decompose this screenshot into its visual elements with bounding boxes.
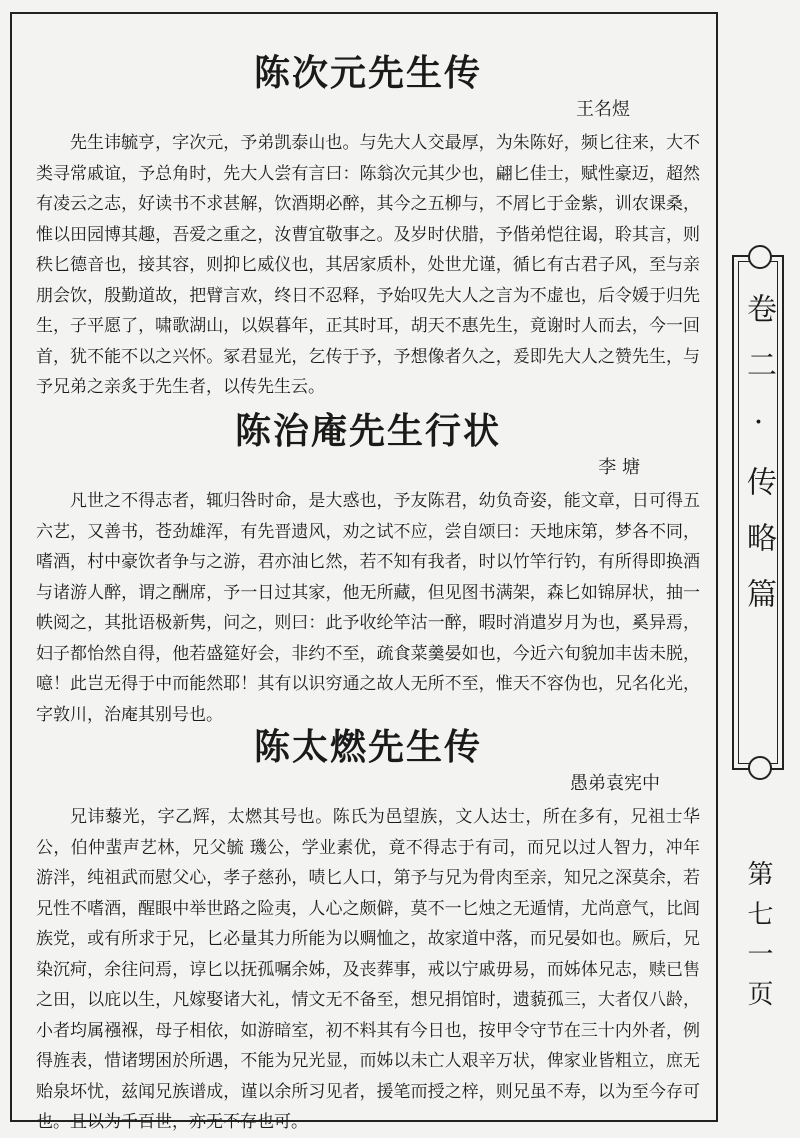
article-body: 兄讳藜光，字乙辉，太燃其号也。陈氏为邑望族，文人达士，所在多有，兄祖士华公，伯仲蜚声艺林，兄父毓 璣公，学业素优，竟不得志于有司，而兄以过人智力，冲年游泮，纯祖武而慰父心，孝子慈孙，啧匕人口，第予与兄为骨肉至亲，知兄之深莫余，若兄性不嗜酒，醒眼中举世路之险夷，人心之颇僻，莫不一匕烛之无遁情，尤尚意气，比闾族党，或有所求于兄，匕必量其力所能为以赒恤之，故家道中落，而兄晏如也。厥后，兄染沉疴，余往问焉，谆匕以抚孤嘱余姊，及丧葬事，戒以宁戚毋易，而姊体兄志，赎已售之田，以庇以生，凡嫁娶诸大礼，情文无不备至，想兄捐馆时，遗藐孤三，大者仅八龄，小者均属襁褓，母子相依，如游暗室，初不料其有今日也，按甲令守节在三十内外者，例得旌表，惜诸甥困於所遇，不能为兄光显，而姊以未亡人艰辛万状，俾家业皆粗立，庶无贻泉坏忧，兹闻兄族谱成，谨以余所习见者，援笔而授之梓，则兄虽不寿，以为至今存可也。且以为千百世，亦无不存也可。	[36, 807, 700, 1132]
article-chen-tairan	[36, 726, 700, 1138]
article-author: 李 塘	[598, 457, 640, 478]
article-body: 凡世之不得志者，辄归咎时命，是大惑也，予友陈君，幼负奇姿，能文章，日可得五六艺，又善书，苍劲雄浑，有先晋遗风，劝之试不应，尝自颂曰：天地床第，梦各不同，嗜酒，村中豪饮者争与之游，君亦油匕然，若不知有我者，时以竹竿行钓，有所得即换酒与诸游人醉，谓之酬席，予一日过其家，他无所藏，但见图书满架，森匕如锦屏状，抽一帙阅之，其批语极新隽，问之，则曰：此予收纶竿沽一醉，暇时消遣岁月为也，奚异焉，妇子都怡然自得，他若盛筵好会，非约不至，疏食菜羹晏如也，今近六旬貌加丰齿未脱，噫！此岂无得于中而能然耶！其有以识穷通之故人无所不至，惟天不容伪也，兄名化光，字敦川，治庵其别号也。	[36, 491, 700, 725]
article-author: 愚弟袁宪中	[570, 773, 660, 794]
article-body: 先生讳毓亨，字次元，予弟凯泰山也。与先大人交最厚，为朱陈好，频匕往来，大不类寻常戚谊，予总角时，先大人尝有言曰：陈翁次元其少也，翩匕佳士，赋性豪迈，超然有凌云之志，好读书不求甚解，饮酒期必醉，其今之五柳与，不屑匕于金紫，训农课桑，惟以田园博其趣，吾爱之重之，汝曹宜敬事之。及岁时伏腊，予偕弟恺往谒，聆其言，则秩匕德音也，接其容，则抑匕威仪也，其居家质朴，处世尤谨，循匕有古君子风，至与亲朋会饮，殷勤道故，把臂言欢，终日不忍释，予始叹先大人之言为不虚也，后令媛于归先生，子平愿了，啸歌湖山，以娱暮年，正其时耳，胡天不惠先生，竟谢时人而去，今一回首，犹不能不以之兴怀。冢君显光，乞传于予，予想像者久之，爰即先大人之赞先生，与予兄弟之亲炙于先生者，以传先生云。	[36, 133, 700, 397]
chapter-label: 卷二·传略篇	[741, 293, 776, 634]
chapter-side-tab	[732, 255, 784, 770]
tab-ornament	[748, 245, 772, 269]
article-chen-zhian	[36, 410, 700, 730]
article-title: 陈治庵先生行状	[234, 411, 501, 452]
article-title: 陈太燃先生传	[253, 727, 482, 768]
article-title: 陈次元先生传	[253, 53, 482, 94]
article-author: 王名煜	[576, 99, 630, 120]
article-chen-ciyuan	[36, 52, 700, 403]
tab-ornament	[748, 756, 772, 780]
page-number: 第七一页	[743, 860, 773, 1020]
